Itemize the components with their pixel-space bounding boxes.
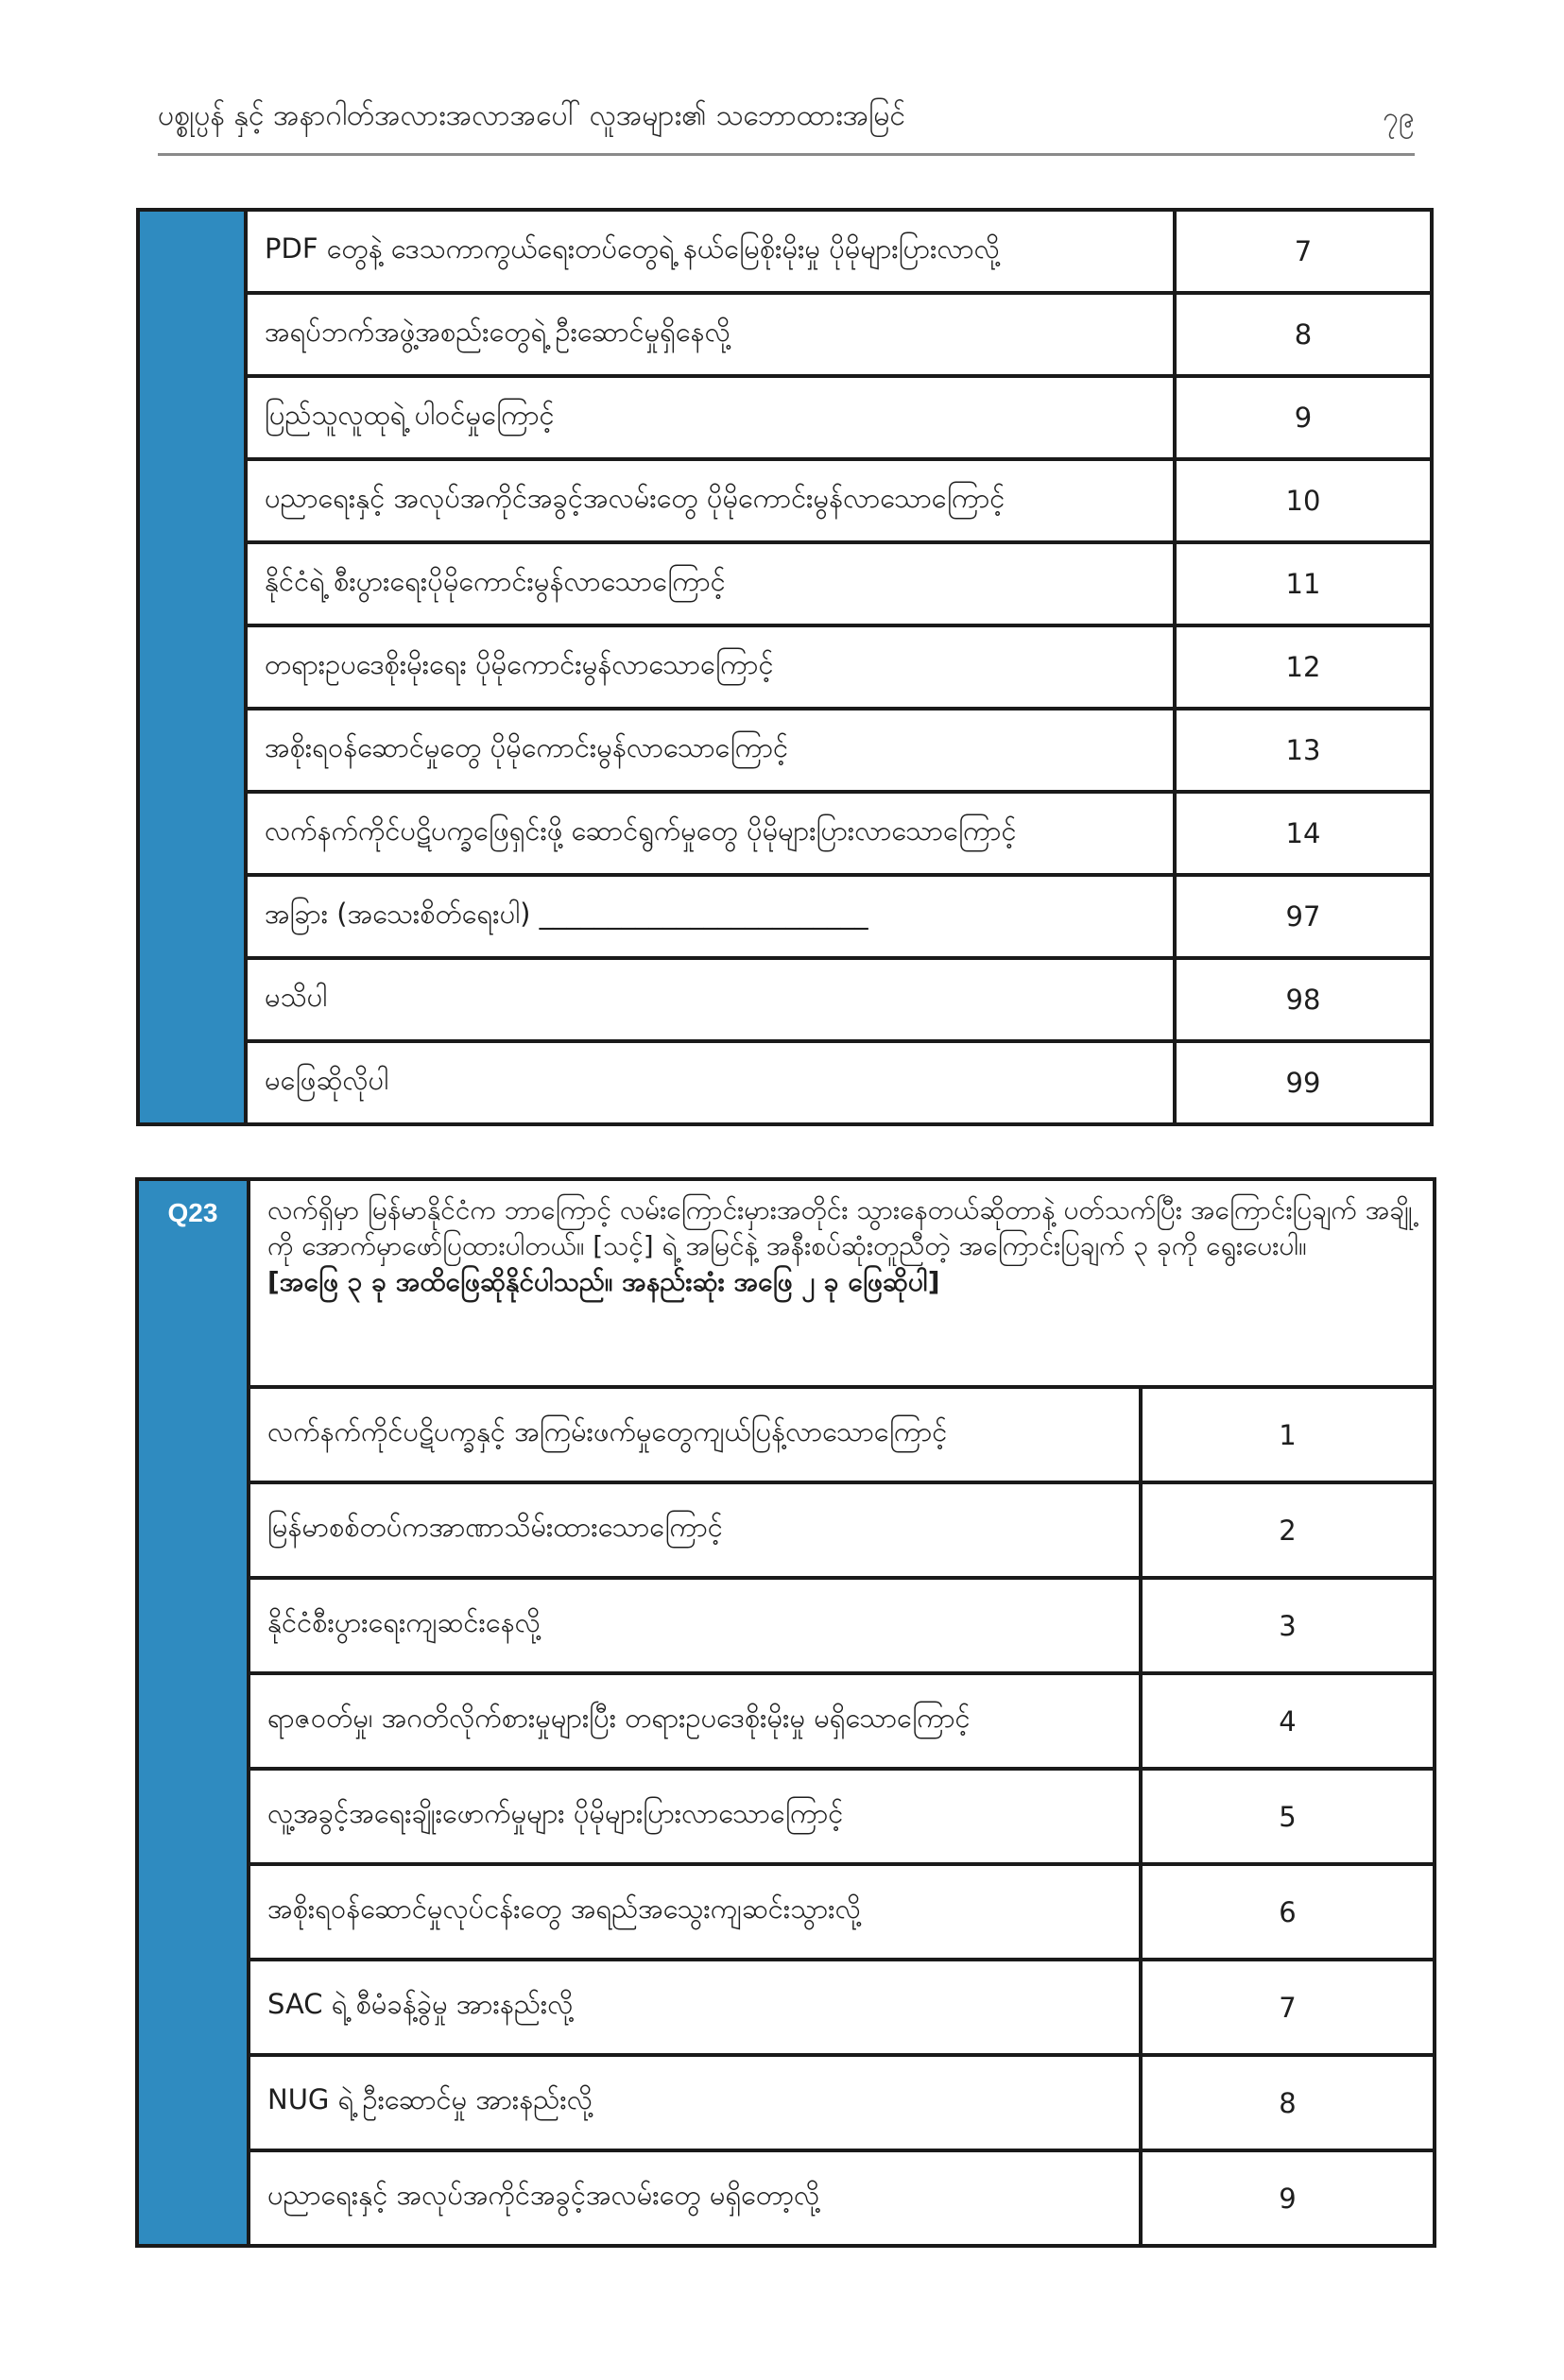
table-row — [250, 2152, 1433, 2244]
row-label: ရာဇဝတ်မှု၊ အဂတိလိုက်စားမှုများပြီး တရားဥပဒေစိုးမိုးမှု မရှိသောကြောင့် — [267, 1702, 971, 1734]
row-label: နိုင်ငံရဲ့ စီးပွားရေးပိုမိုကောင်းမွန်လာသောကြောင့် — [265, 564, 726, 597]
question-box — [250, 1181, 1433, 1389]
row-label: အစိုးရဝန်ဆောင်မှုလုပ်ငန်းတွေ အရည်အသွေးကျဆင်းသွားလို့ — [267, 1892, 861, 1925]
question-table-q23 — [135, 1177, 1436, 2248]
row-code: 6 — [1139, 1866, 1433, 1958]
table-row — [248, 212, 1430, 295]
question-instruction: [အဖြေ ၃ ခု အထိဖြေဆိုနိုင်ပါသည်။ အနည်းဆုံး အဖြေ ၂ ခု ဖြေဆိုပါ] — [267, 1266, 940, 1297]
question-sidebar — [140, 212, 248, 1122]
table-row — [248, 1043, 1430, 1122]
row-label: နိုင်ငံစီးပွားရေးကျဆင်းနေလို့ — [267, 1606, 541, 1638]
question-sidebar — [139, 1181, 250, 2244]
table-row — [250, 1771, 1433, 1866]
table-row — [248, 877, 1430, 960]
row-label: မဖြေဆိုလိုပါ — [265, 1063, 389, 1096]
row-code: 7 — [1139, 1961, 1433, 2053]
row-code: 98 — [1173, 960, 1430, 1039]
row-code: 9 — [1173, 378, 1430, 457]
table-row — [250, 1961, 1433, 2057]
table-row — [248, 544, 1430, 627]
row-label: NUG ရဲ့ ဦးဆောင်မှု အားနည်းလို့ — [267, 2083, 593, 2115]
row-label: အရပ်ဘက်အဖွဲ့အစည်းတွေရဲ့ ဦးဆောင်မှုရှိနေလို့ — [265, 315, 730, 348]
table-row — [248, 378, 1430, 461]
table-row — [248, 627, 1430, 711]
row-code: 10 — [1173, 461, 1430, 540]
row-label: SAC ရဲ့ စီမံခန့်ခွဲမှု အားနည်းလို့ — [267, 1988, 574, 2020]
row-code: 11 — [1173, 544, 1430, 624]
row-code: 7 — [1173, 212, 1430, 291]
row-code: 4 — [1139, 1675, 1433, 1767]
table-row — [248, 295, 1430, 378]
row-code: 8 — [1139, 2057, 1433, 2149]
table-row — [248, 711, 1430, 794]
header-title: ပစ္စုပ္ပန် နှင့် အနာဂါတ်အလားအလာအပေါ် လူအများ၏ သဘောထားအမြင် — [158, 99, 906, 132]
row-label: အစိုးရဝန်ဆောင်မှုတွေ ပိုမိုကောင်းမွန်လာသောကြောင့် — [265, 730, 789, 763]
question-id: Q23 — [167, 1198, 218, 1227]
page-number: ၇၉ — [1383, 101, 1415, 134]
row-label: ပညာရေးနှင့် အလုပ်အကိုင်အခွင့်အလမ်းတွေ ပိုမိုကောင်းမွန်လာသောကြောင့် — [265, 481, 1005, 514]
row-code: 97 — [1173, 877, 1430, 956]
table-row — [248, 960, 1430, 1043]
row-label: မြန်မာစစ်တပ်ကအာဏာသိမ်းထားသောကြောင့် — [267, 1511, 723, 1543]
row-code: 9 — [1139, 2152, 1433, 2244]
table-row — [248, 794, 1430, 877]
page-header — [158, 87, 1415, 156]
row-label: အခြား (အသေးစိတ်ရေးပါ) ________________________ — [265, 897, 868, 930]
row-code: 12 — [1173, 627, 1430, 707]
table-row — [250, 1580, 1433, 1675]
row-code: 99 — [1173, 1043, 1430, 1122]
row-label: ပညာရေးနှင့် အလုပ်အကိုင်အခွင့်အလမ်းတွေ မရှိတော့လို့ — [267, 2179, 820, 2211]
row-label: မသိပါ — [265, 980, 328, 1013]
row-code: 1 — [1139, 1389, 1433, 1481]
row-label: ပြည်သူလူထုရဲ့ ပါဝင်မှုကြောင့် — [265, 398, 555, 431]
row-code: 8 — [1173, 295, 1430, 374]
question-text: လက်ရှိမှာ မြန်မာနိုင်ငံက ဘာကြောင့် လမ်းကြောင်းမှားအတိုင်း သွားနေတယ်ဆိုတာနဲ့ ပတ်သက်ပြီး အကြောင်းပြချက် အချို့ကို အောက်မှာဖော်ပြထားပါတယ်။ [သင့်] ရဲ့ အမြင်နဲ့ အနီးစပ်ဆုံးတူညီတဲ့ အကြောင်းပြချက် ၃ ခုကို ရွေးပေးပါ။ — [267, 1194, 1413, 1261]
row-code: 3 — [1139, 1580, 1433, 1671]
row-code: 13 — [1173, 711, 1430, 790]
row-code: 14 — [1173, 794, 1430, 873]
row-label: လက်နက်ကိုင်ပဋိပက္ခဖြေရှင်းဖို့ ဆောင်ရွက်မှုတွေ ပိုမိုများပြားလာသောကြောင့် — [265, 813, 1017, 847]
row-label: တရားဥပဒေစိုးမိုးရေး ပိုမိုကောင်းမွန်လာသောကြောင့် — [265, 647, 774, 680]
table-row — [250, 1484, 1433, 1580]
row-label: လူ့အခွင့်အရေးချိုးဖောက်မှုများ ပိုမိုများပြားလာသောကြောင့် — [267, 1797, 844, 1829]
table-row — [248, 461, 1430, 544]
row-label: လက်နက်ကိုင်ပဋိပက္ခနှင့် အကြမ်းဖက်မှုတွေကျယ်ပြန့်လာသောကြောင့် — [267, 1415, 948, 1447]
answer-table-continued — [136, 208, 1434, 1126]
row-code: 5 — [1139, 1771, 1433, 1862]
table-row — [250, 2057, 1433, 2152]
row-label: PDF တွေနဲ့ ဒေသကာကွယ်ရေးတပ်တွေရဲ့ နယ်မြေစိုးမိုးမှု ပိုမိုများပြားလာလို့ — [265, 231, 1000, 265]
table-row — [250, 1866, 1433, 1961]
table-row — [250, 1389, 1433, 1484]
table-row — [250, 1675, 1433, 1771]
row-code: 2 — [1139, 1484, 1433, 1576]
